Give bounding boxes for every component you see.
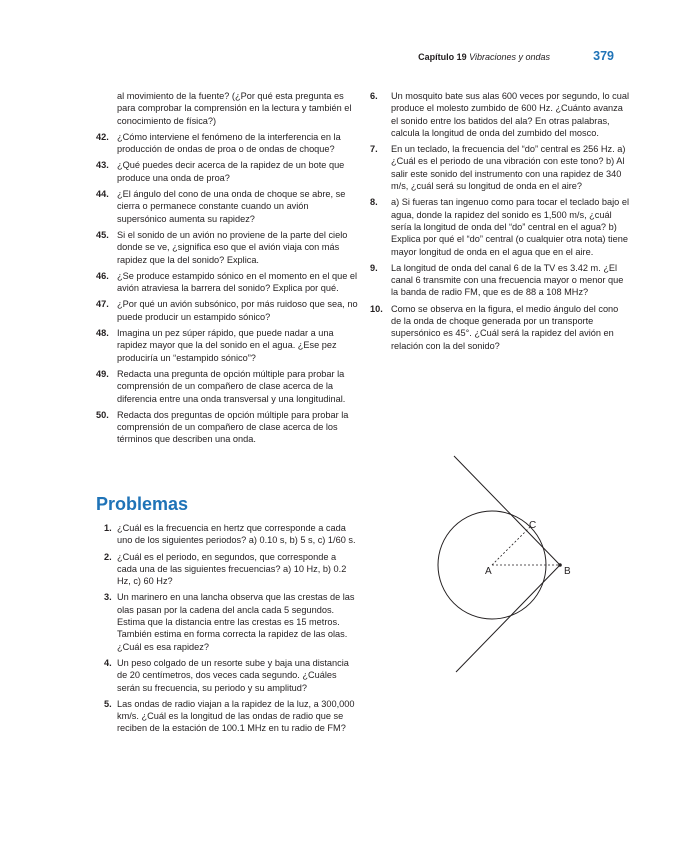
question-text: ¿Por qué un avión subsónico, por más ruidoso que sea, no puede producir un estampido sónico? (117, 299, 358, 322)
problem-item (96, 551, 358, 588)
shock-wave-svg (430, 450, 590, 680)
question-number: 42. (96, 131, 109, 142)
problem-item (370, 196, 630, 257)
question-text: Redacta dos preguntas de opción múltiple para probar la comprensión de un compañero de clase acerca de los términos que describen una onda. (117, 409, 349, 445)
problems-heading: Problemas (96, 494, 189, 514)
shock-cone-lower-line (456, 565, 560, 672)
problem-number: 3. (104, 592, 112, 603)
page-number: 379 (593, 49, 614, 63)
question-text: Redacta una pregunta de opción múltiple para probar la comprensión de un compañero de clase acerca de la diferencia entre una onda transversal y una longitudinal. (117, 368, 346, 404)
problem-number: 10. (370, 303, 383, 314)
questions-column (96, 90, 358, 450)
shock-cone-upper-line (454, 456, 560, 565)
problem-item (370, 303, 630, 352)
problems-column-left (96, 522, 358, 739)
problem-item (370, 90, 630, 139)
problem-text: ¿Cuál es el periodo, en segundos, que corresponde a cada una de las siguientes frecuencias? a) 10 Hz, b) 0.2 Hz, c) 60 Hz? (117, 551, 347, 587)
problem-number: 8. (370, 197, 378, 208)
question-item (96, 368, 358, 405)
question-number: 43. (96, 160, 109, 171)
question-number: 50. (96, 409, 109, 420)
label-c: C (529, 520, 537, 531)
problem-number: 7. (370, 144, 378, 155)
problem-text: Un peso colgado de un resorte sube y baja una distancia de 20 centímetros, dos veces cada segundo. ¿Cuáles serán su frecuencia, su periodo y su amplitud? (117, 657, 349, 693)
problem-item (96, 522, 358, 547)
question-text: Imagina un pez súper rápido, que puede nadar a una rapidez mayor que la del sonido en el agua. ¿Ese pez produciría un “estampido sónico”? (117, 328, 337, 363)
label-a: A (485, 566, 492, 577)
page-header (380, 49, 630, 69)
question-number: 49. (96, 368, 109, 379)
question-item (96, 409, 358, 446)
question-text: ¿Se produce estampido sónico en el momento en el que el avión atraviesa la barrera del sonido? Explica por qué. (117, 270, 358, 294)
problem-item (96, 591, 358, 652)
running-head (418, 52, 550, 62)
problem-text: Un mosquito bate sus alas 600 veces por segundo, lo cual produce el molesto zumbido de 600 Hz. ¿Cuánto avanza el sonido entre los batidos del ala? En otras palabras, calcula la longitud de onda del zumbido del mosco. (391, 91, 630, 138)
problem-item (96, 698, 358, 735)
problem-text: ¿Cuál es la frecuencia en hertz que corresponde a cada uno de los siguientes periodos? a) 0.10 s, b) 5 s, c) 1/60 s. (117, 523, 356, 546)
question-item (96, 298, 358, 323)
question-item (96, 131, 358, 156)
question-text: ¿El ángulo del cono de una onda de choque se abre, se cierra o permanece constante cuando un avión supersónico aumenta su rapidez? (117, 189, 346, 224)
question-text: ¿Cómo interviene el fenómeno de la interferencia en la producción de ondas de proa o de ondas de choque? (117, 131, 341, 155)
question-item (96, 327, 358, 364)
problem-text: Un marinero en una lancha observa que las crestas de las olas pasan por la cadena del ancla cada 5 segundos. Estima que la distancia entre las crestas es 15 metros. También estima en forma correcta la rapidez de las olas. ¿Cuál es esa rapidez? (117, 592, 355, 652)
question-text: Si el sonido de un avión no proviene de la parte del cielo donde se ve, ¿significa eso que el avión viaja con más rapidez que la del sonido? Explica. (117, 229, 348, 265)
problems-column-right (370, 90, 630, 356)
label-b: B (564, 566, 571, 577)
ac-dashed-line (492, 527, 530, 565)
problem-item (370, 143, 630, 192)
shock-wave-figure (430, 450, 590, 680)
problem-text: Las ondas de radio viajan a la rapidez de la luz, a 300,000 km/s. ¿Cuál es la longitud de las ondas de radio que se reciben de la estación de 100.1 MHz en tu radio de FM? (117, 698, 355, 734)
problem-text: Como se observa en la figura, el medio ángulo del cono de la onda de choque generada por un transporte supersónico es 45°. ¿Cuál será la rapidez del avión en relación con la del sonido? (391, 303, 619, 351)
question-number: 45. (96, 229, 109, 240)
point-b (558, 563, 562, 567)
problem-number: 6. (370, 91, 378, 101)
question-item (96, 229, 358, 266)
question-number: 48. (96, 328, 109, 339)
chapter-title: Vibraciones y ondas (469, 52, 550, 62)
question-continuation: al movimiento de la fuente? (¿Por qué esta pregunta es para comprobar la comprensión en la lectura y también el conocimiento de física?) (117, 91, 352, 126)
question-item (96, 270, 358, 295)
problem-number: 4. (104, 657, 112, 668)
problem-number: 5. (104, 698, 112, 709)
question-number: 47. (96, 299, 109, 310)
problem-item (96, 657, 358, 694)
chapter-label: Capítulo 19 (418, 52, 467, 62)
problem-number: 1. (104, 523, 112, 533)
question-number: 44. (96, 189, 109, 200)
problem-number: 2. (104, 551, 112, 562)
question-text: ¿Qué puedes decir acerca de la rapidez de un bote que produce una onda de proa? (117, 160, 345, 183)
question-item (96, 188, 358, 225)
problem-text: En un teclado, la frecuencia del “do” central es 256 Hz. a) ¿Cuál es el periodo de una vibración con este tono? b) Al salir este sonido del instrumento con una rapidez de 340 m/s, ¿cuál será su longitud de onda en el aire? (391, 144, 626, 192)
question-number: 46. (96, 270, 109, 281)
problem-number: 9. (370, 262, 378, 273)
problem-text: La longitud de onda del canal 6 de la TV es 3.42 m. ¿El canal 6 transmite con una frecuencia mayor o menor que la banda de radio FM, que es de 88 a 108 MHz? (391, 262, 624, 298)
problem-item (370, 262, 630, 299)
question-item (96, 159, 358, 184)
problem-text: a) Si fueras tan ingenuo como para tocar el teclado bajo el agua, donde la rapidez del sonido es 1,500 m/s, ¿cuál sería la longitud de onda del “do” central en el agua? b) Explica por qué el “do” central (o cualquier otra nota) tiene mayor longitud de onda en el agua que en el aire. (391, 197, 630, 257)
